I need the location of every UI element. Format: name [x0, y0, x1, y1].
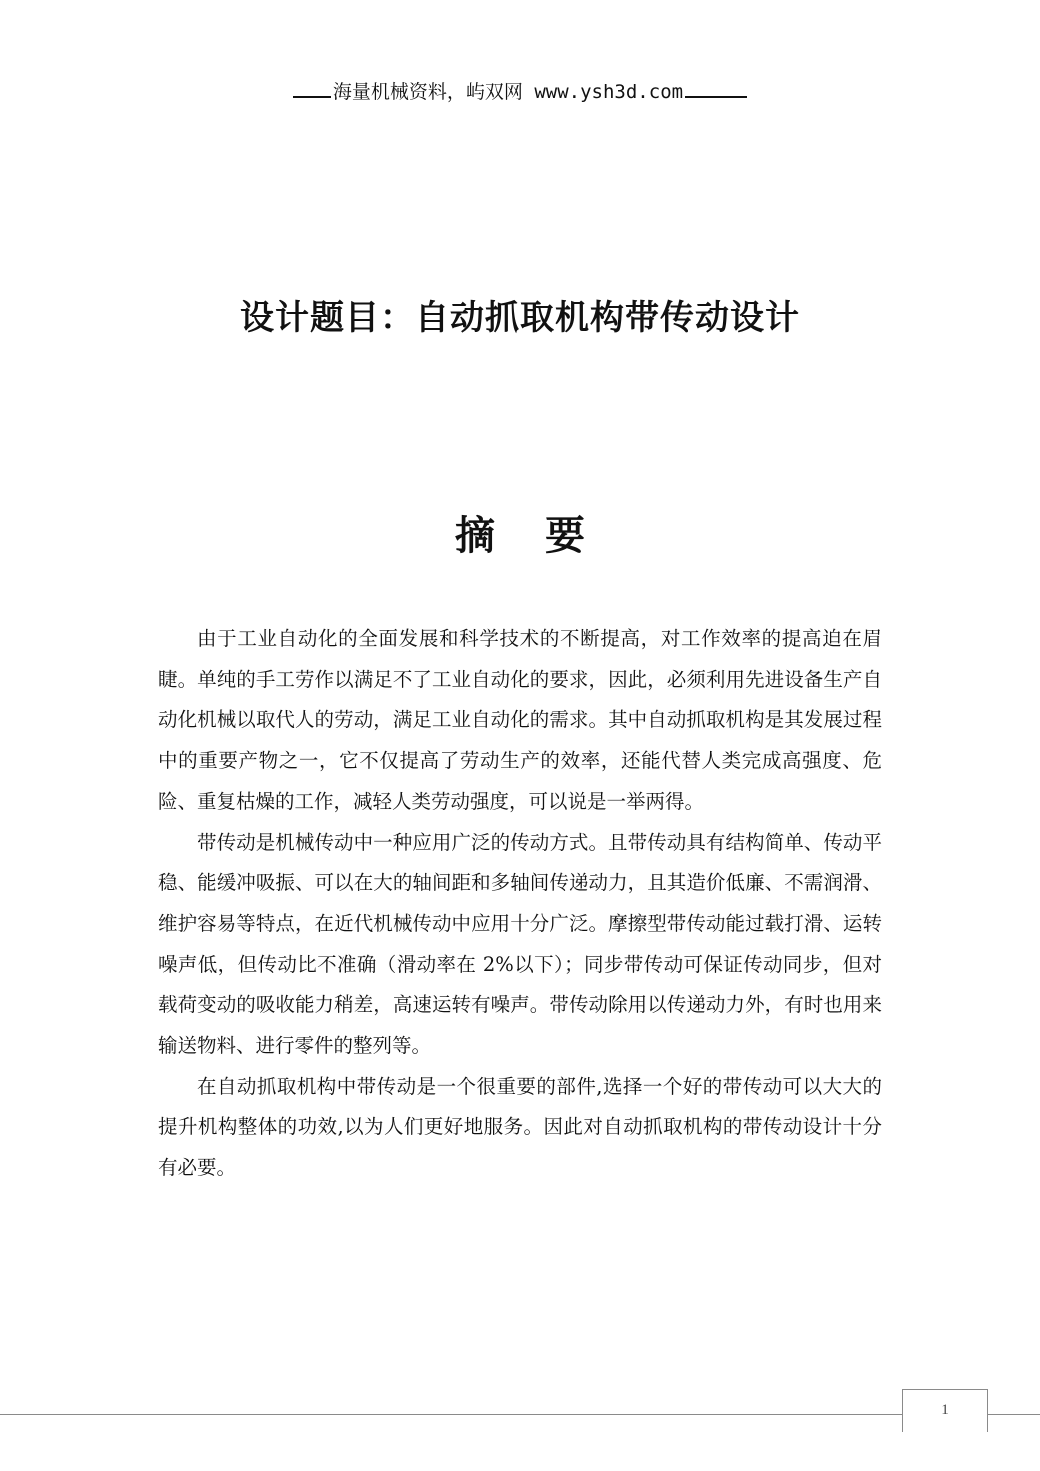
header-rule-left	[293, 92, 331, 98]
header-text: 海量机械资料，屿双网 www.ysh3d.com	[332, 81, 684, 103]
page-header	[0, 78, 1040, 106]
abstract-body	[158, 619, 882, 1189]
footer-divider	[0, 1414, 1040, 1415]
paragraph: 在自动抓取机构中带传动是一个很重要的部件,选择一个好的带传动可以大大的提升机构整体的功效,以为人们更好地服务。因此对自动抓取机构的带传动设计十分有必要。	[158, 1074, 882, 1180]
page-number: 1	[941, 1402, 949, 1418]
abstract-heading: 摘 要	[455, 513, 603, 559]
header-rule-right	[685, 92, 747, 98]
paragraph: 由于工业自动化的全面发展和科学技术的不断提高，对工作效率的提高迫在眉睫。单纯的手工劳作以满足不了工业自动化的要求，因此，必须利用先进设备生产自动化机械以取代人的劳动，满足工业自动化的需求。其中自动抓取机构是其发展过程中的重要产物之一，它不仅提高了劳动生产的效率，还能代替人类完成高强度、危险、重复枯燥的工作，减轻人类劳动强度，可以说是一举两得。	[158, 627, 882, 813]
paragraph: 带传动是机械传动中一种应用广泛的传动方式。且带传动具有结构简单、传动平稳、能缓冲吸振、可以在大的轴间距和多轴间传递动力，且其造价低廉、不需润滑、维护容易等特点，在近代机械传动中应用十分广泛。摩擦型带传动能过载打滑、运转噪声低，但传动比不准确（滑动率在 2%以下）；同步带传动可保证传动同步，但对载荷变动的吸收能力稍差，高速运转有噪声。带传动除用以传递动力外，有时也用来输送物料、进行零件的整列等。	[158, 830, 882, 1058]
document-title: 设计题目：自动抓取机构带传动设计	[240, 298, 800, 338]
